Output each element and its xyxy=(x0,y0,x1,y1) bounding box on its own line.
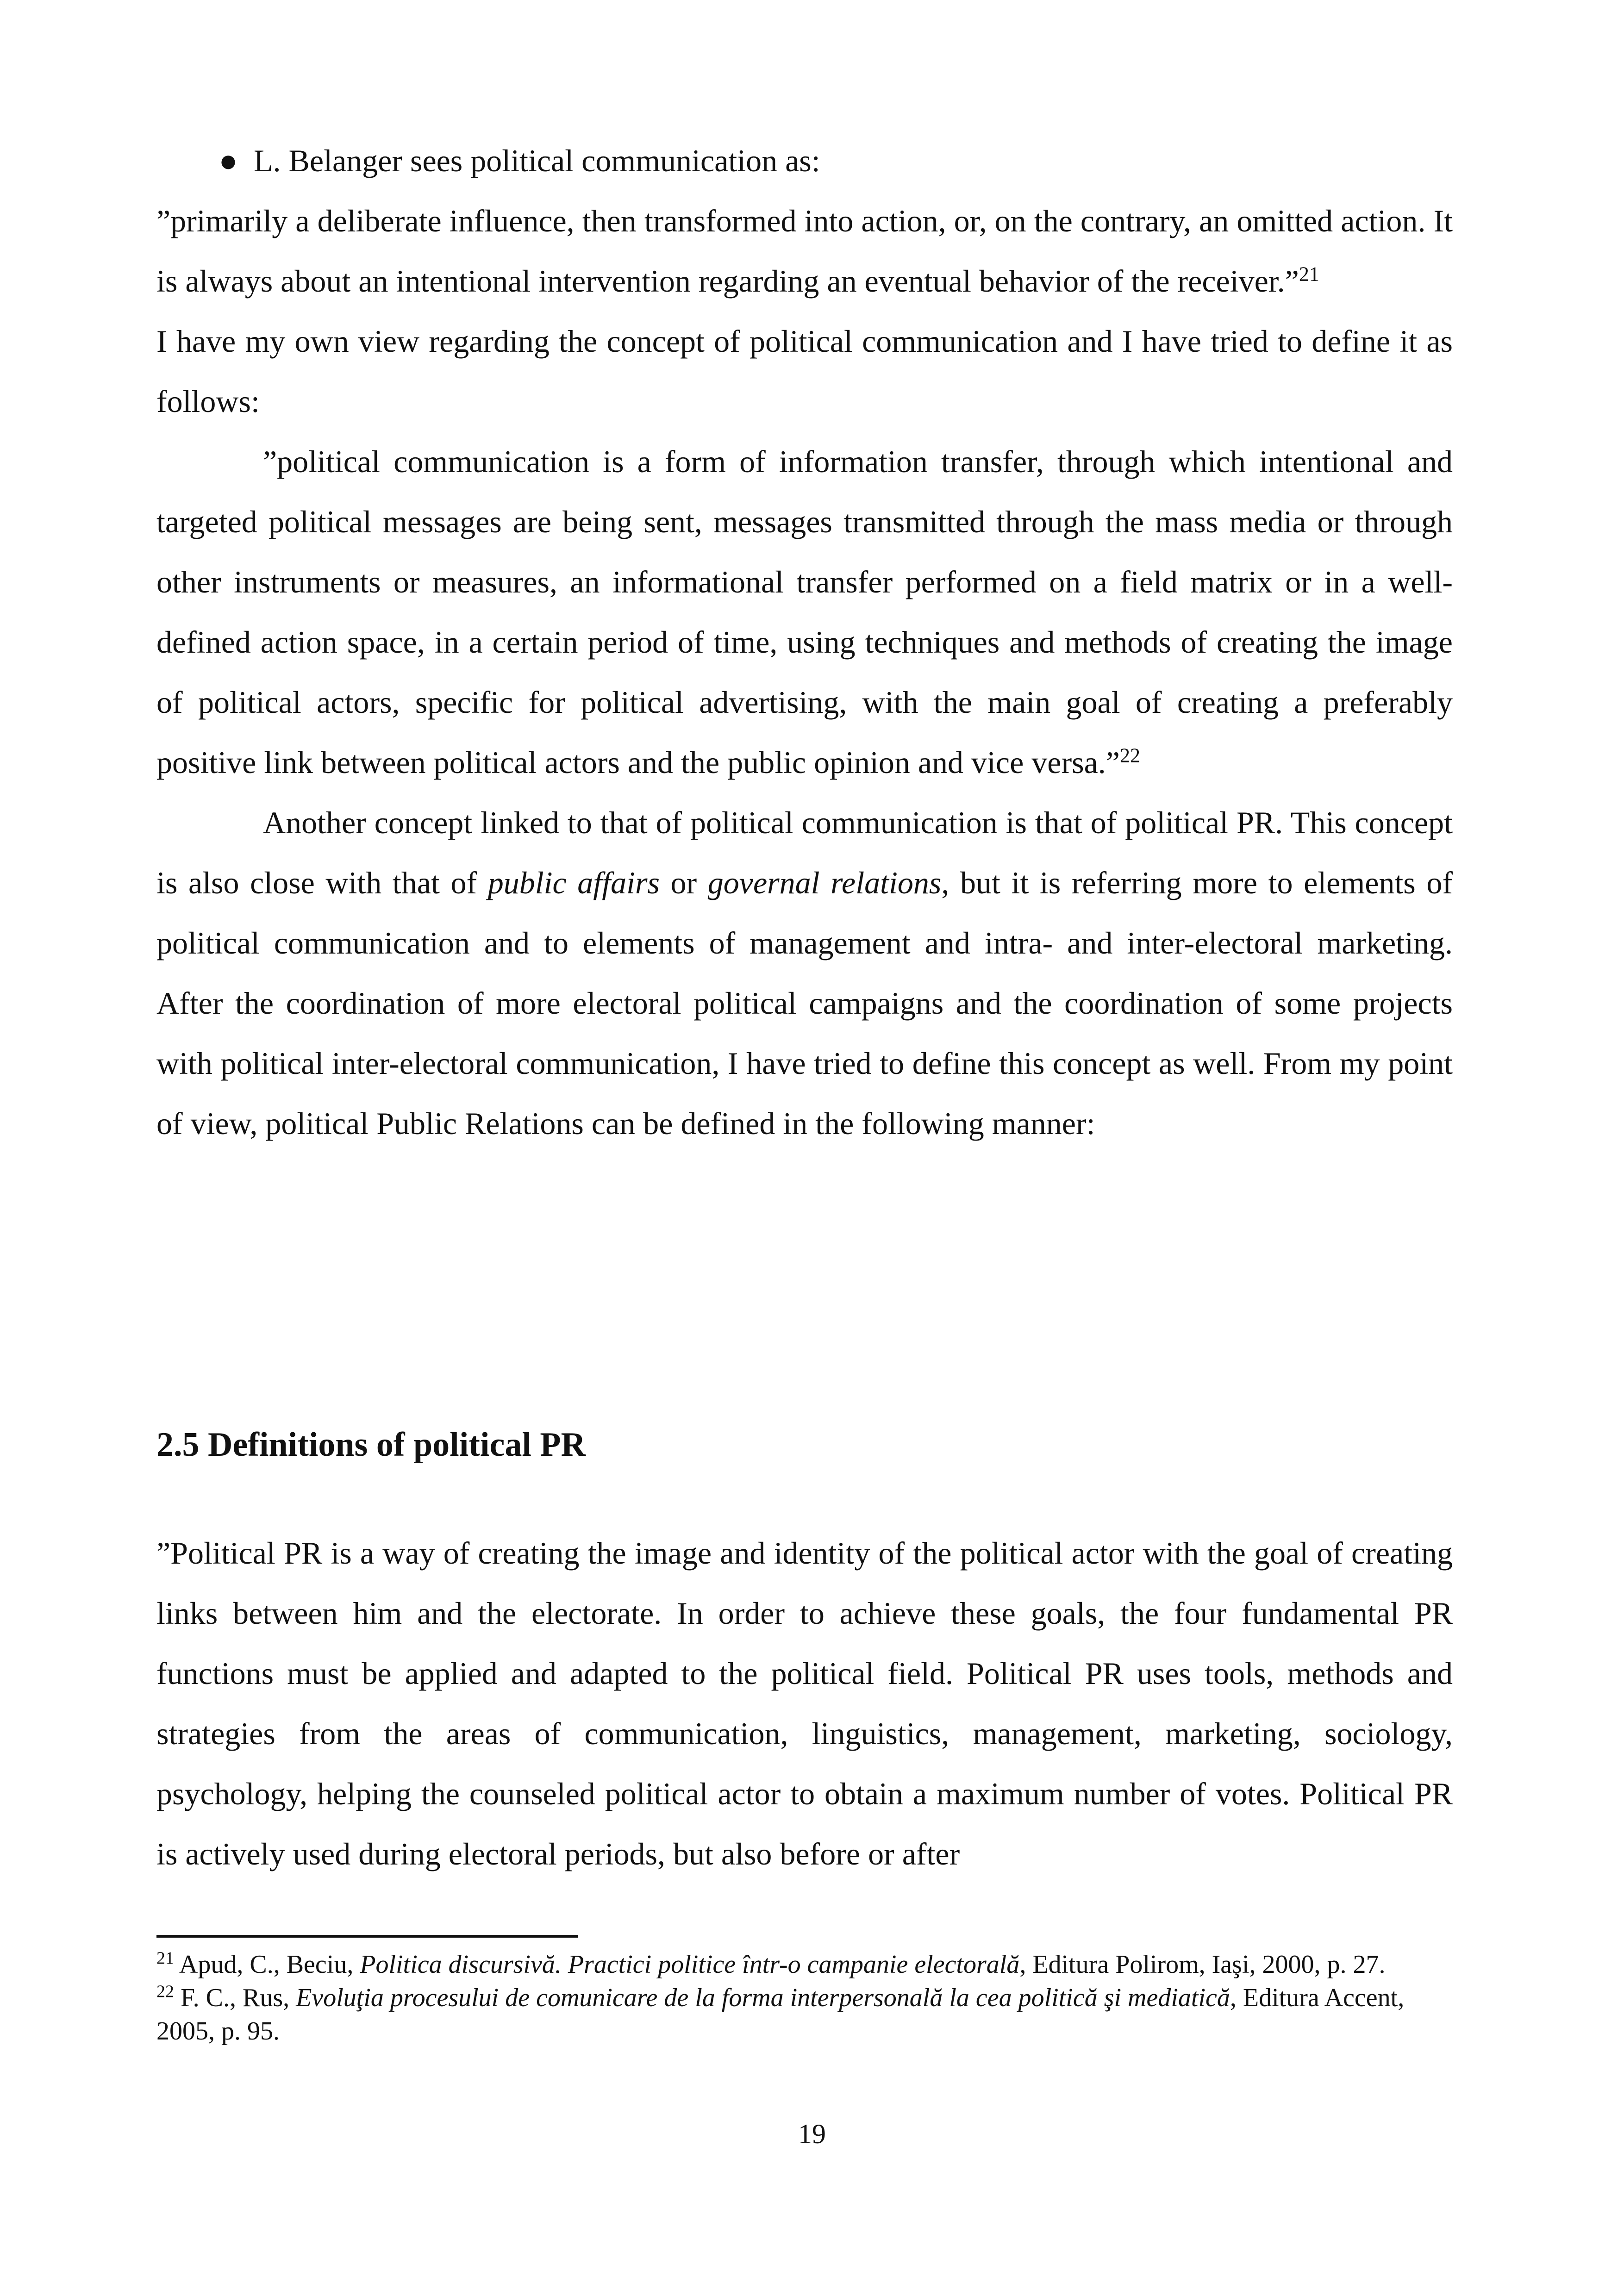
footnotes xyxy=(156,1948,1453,2048)
bullet-item xyxy=(156,131,1453,191)
bullet-icon: ● xyxy=(219,143,238,178)
footnote-separator xyxy=(156,1935,578,1938)
section-heading: 2.5 Definitions of political PR xyxy=(156,1426,586,1464)
footnote-ref-21: 21 xyxy=(1299,262,1319,286)
definition-paragraph: ”Political PR is a way of creating the image and identity of the political actor with the goal of creating links between him and the electorate. In order to achieve these goals, the four fundamental PR functions must be applied and adapted to the political field. Political PR uses tools, methods and strategies from the areas of communication, linguistics, management, marketing, sociology, psychology, helping the counseled political actor to obtain a maximum number of votes. Political PR is actively used during electoral periods, but also before or after xyxy=(156,1535,1453,1871)
italic-term-governal-relations: governal relations xyxy=(707,865,942,900)
body-upper xyxy=(156,131,1453,1154)
italic-term-public-affairs: public affairs xyxy=(487,865,660,900)
footnote-21: $^{21}$ Apud, C., Beciu, Politica discursivă. Practici politice într-o campanie electorală, Editura Polirom, Iaşi, 2000, p. 27. xyxy=(156,1948,1386,1979)
page-number: 19 xyxy=(798,2119,826,2149)
quote-own-definition: ”political communication is a form of information transfer, through which intentional and targeted political messages are being sent, messages transmitted through the mass media or through other instruments or measures, an informational transfer performed on a field matrix or in a well-defined action space, in a certain period of time, using techniques and methods of creating the image of political actors, specific for political advertising, with the main goal of creating a preferably positive link between political actors and the public opinion and vice versa.”$^{22}$ xyxy=(156,444,1453,780)
body-lower xyxy=(156,1523,1453,1884)
footnote-ref-22: 22 xyxy=(1119,744,1140,767)
political-pr-paragraph: Another concept linked to that of political communication is that of political PR. This concept is also close with that of public affairs or governal relations, but it is referring more to elements of political communication and to elements of management and intra- and inter-electoral marketing. After the coordination of more electoral political campaigns and the coordination of some projects with political inter-electoral communication, I have tried to define this concept as well. From my point of view, political Public Relations can be defined in the following manner: xyxy=(156,805,1453,1141)
footnote-22: $^{22}$ F. C., Rus, Evoluţia procesului de comunicare de la forma interpersonală la cea politică şi mediatică, Editura Accent, 2005, p. 95. xyxy=(156,1982,1405,2046)
bullet-text: L. Belanger sees political communication as: xyxy=(254,143,820,178)
own-view-paragraph: I have my own view regarding the concept of political communication and I have tried to define it as follows: xyxy=(156,324,1453,419)
quote-belanger: ”primarily a deliberate influence, then transformed into action, or, on the contrary, an omitted action. It is always about an intentional intervention regarding an eventual behavior of the receiver.”$^{21}$ xyxy=(156,203,1453,299)
